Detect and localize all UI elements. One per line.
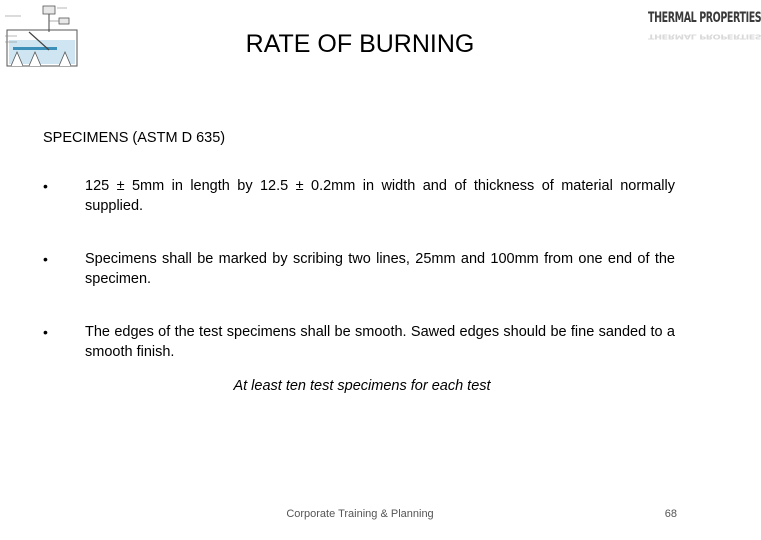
logo-reflection: THERMAL PROPERTIES	[648, 32, 761, 40]
footer-text: Corporate Training & Planning	[286, 508, 434, 520]
note-text: At least ten test specimens for each test	[233, 378, 491, 394]
section-heading: SPECIMENS (ASTM D 635)	[43, 130, 226, 146]
bullet-item	[43, 249, 675, 289]
bullet-item	[43, 176, 675, 216]
logo-text: THERMAL PROPERTIES	[648, 10, 761, 27]
bullet-text: The edges of the test specimens shall be smooth. Sawed edges should be fine sanded to a smooth finish.	[85, 324, 675, 360]
slide-title: RATE OF BURNING	[245, 30, 475, 58]
page-number: 68	[664, 508, 677, 520]
bullet-marker: •	[43, 324, 48, 340]
bullet-item	[43, 322, 675, 362]
bullet-text: 125 ± 5mm in length by 12.5 ± 0.2mm in width and of thickness of material normally supplied.	[85, 178, 675, 214]
bullet-marker: •	[43, 178, 48, 194]
bullet-list	[43, 176, 675, 395]
bullet-marker: •	[43, 251, 48, 267]
bullet-text: Specimens shall be marked by scribing two lines, 25mm and 100mm from one end of the specimen.	[85, 251, 675, 287]
